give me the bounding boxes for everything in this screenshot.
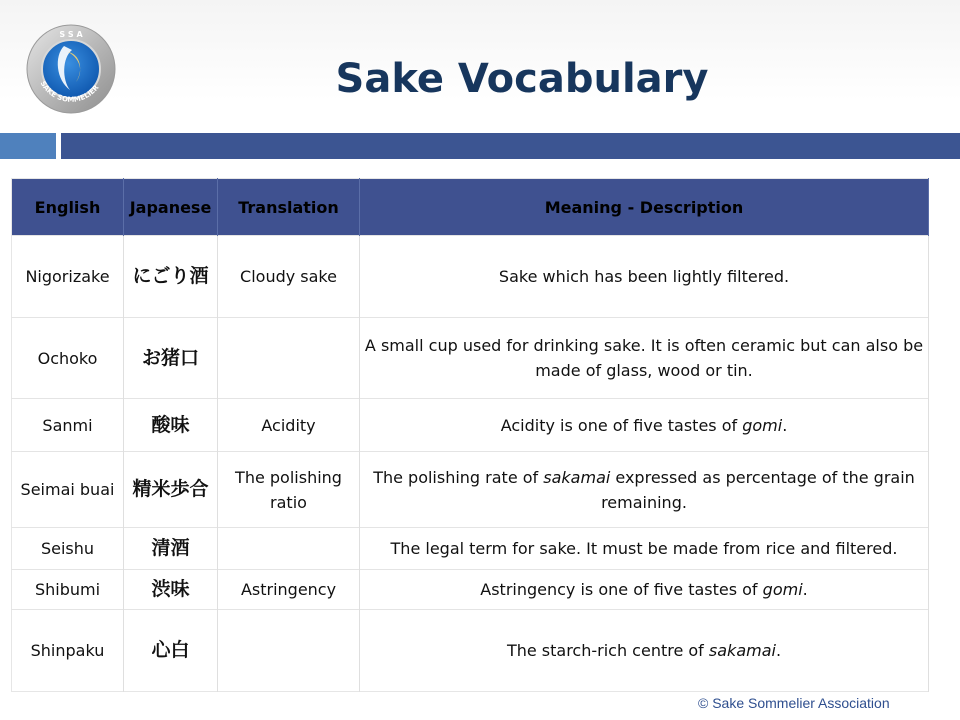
japanese-term: にごり酒 [124,236,218,318]
meaning-emphasis: sakamai [543,467,611,487]
meaning-text-end: . [802,580,808,599]
japanese-term: 酸味 [124,399,218,452]
english-term: Shinpaku [12,610,124,692]
meaning [360,610,929,692]
english-term: Shibumi [12,570,124,610]
translation: The polishing ratio [218,452,360,528]
table-row [12,610,929,692]
copyright-footer: © Sake Sommelier Association [698,695,890,711]
meaning-text: The starch-rich centre of [506,641,709,660]
translation [218,528,360,570]
header-band [61,133,960,159]
english-term: Ochoko [12,318,124,399]
meaning-text-end: . [782,415,788,435]
header-english: English [12,179,124,236]
english-term: Nigorizake [12,236,124,318]
translation: Cloudy sake [218,236,360,318]
table-row [12,236,929,318]
slide-title: Sake Vocabulary [335,56,709,102]
meaning-emphasis: gomi [742,415,783,435]
table-row [12,452,929,528]
meaning: A small cup used for drinking sake. It is often ceramic but can also be made of glass, wood or tin. [360,318,929,399]
japanese-term: お猪口 [124,318,218,399]
japanese-term: 心白 [124,610,218,692]
meaning [360,399,929,452]
table-row [12,399,929,452]
meaning-text-end: expressed as percentage of the grain remaining. [601,467,915,512]
translation [218,610,360,692]
header-band-accent [0,133,56,159]
meaning [360,570,929,610]
table-header-row [12,179,929,236]
japanese-term: 渋味 [124,570,218,610]
header-meaning: Meaning - Description [360,179,929,236]
meaning-text: Acidity is one of five tastes of [500,415,743,435]
meaning-emphasis: sakamai [708,641,776,660]
header-japanese: Japanese [124,179,218,236]
english-term: Sanmi [12,399,124,452]
translation: Acidity [218,399,360,452]
meaning-emphasis: gomi [762,580,803,599]
meaning-text: Astringency is one of five tastes of [480,580,763,599]
table-row [12,318,929,399]
meaning-text: The polishing rate of [373,467,544,487]
header-translation: Translation [218,179,360,236]
meaning: The legal term for sake. It must be made from rice and filtered. [360,528,929,570]
logo-text-bottom: SAKE SOMMELIER [38,79,101,104]
logo-text-top: S S A [59,30,83,39]
translation: Astringency [218,570,360,610]
translation [218,318,360,399]
table-row [12,528,929,570]
meaning-text-end: . [775,641,782,660]
english-term: Seishu [12,528,124,570]
japanese-term: 清酒 [124,528,218,570]
table-row [12,570,929,610]
vocabulary-table [11,178,929,692]
english-term: Seimai buai [12,452,124,528]
meaning [360,452,929,528]
japanese-term: 精米歩合 [124,452,218,528]
meaning: Sake which has been lightly filtered. [360,236,929,318]
